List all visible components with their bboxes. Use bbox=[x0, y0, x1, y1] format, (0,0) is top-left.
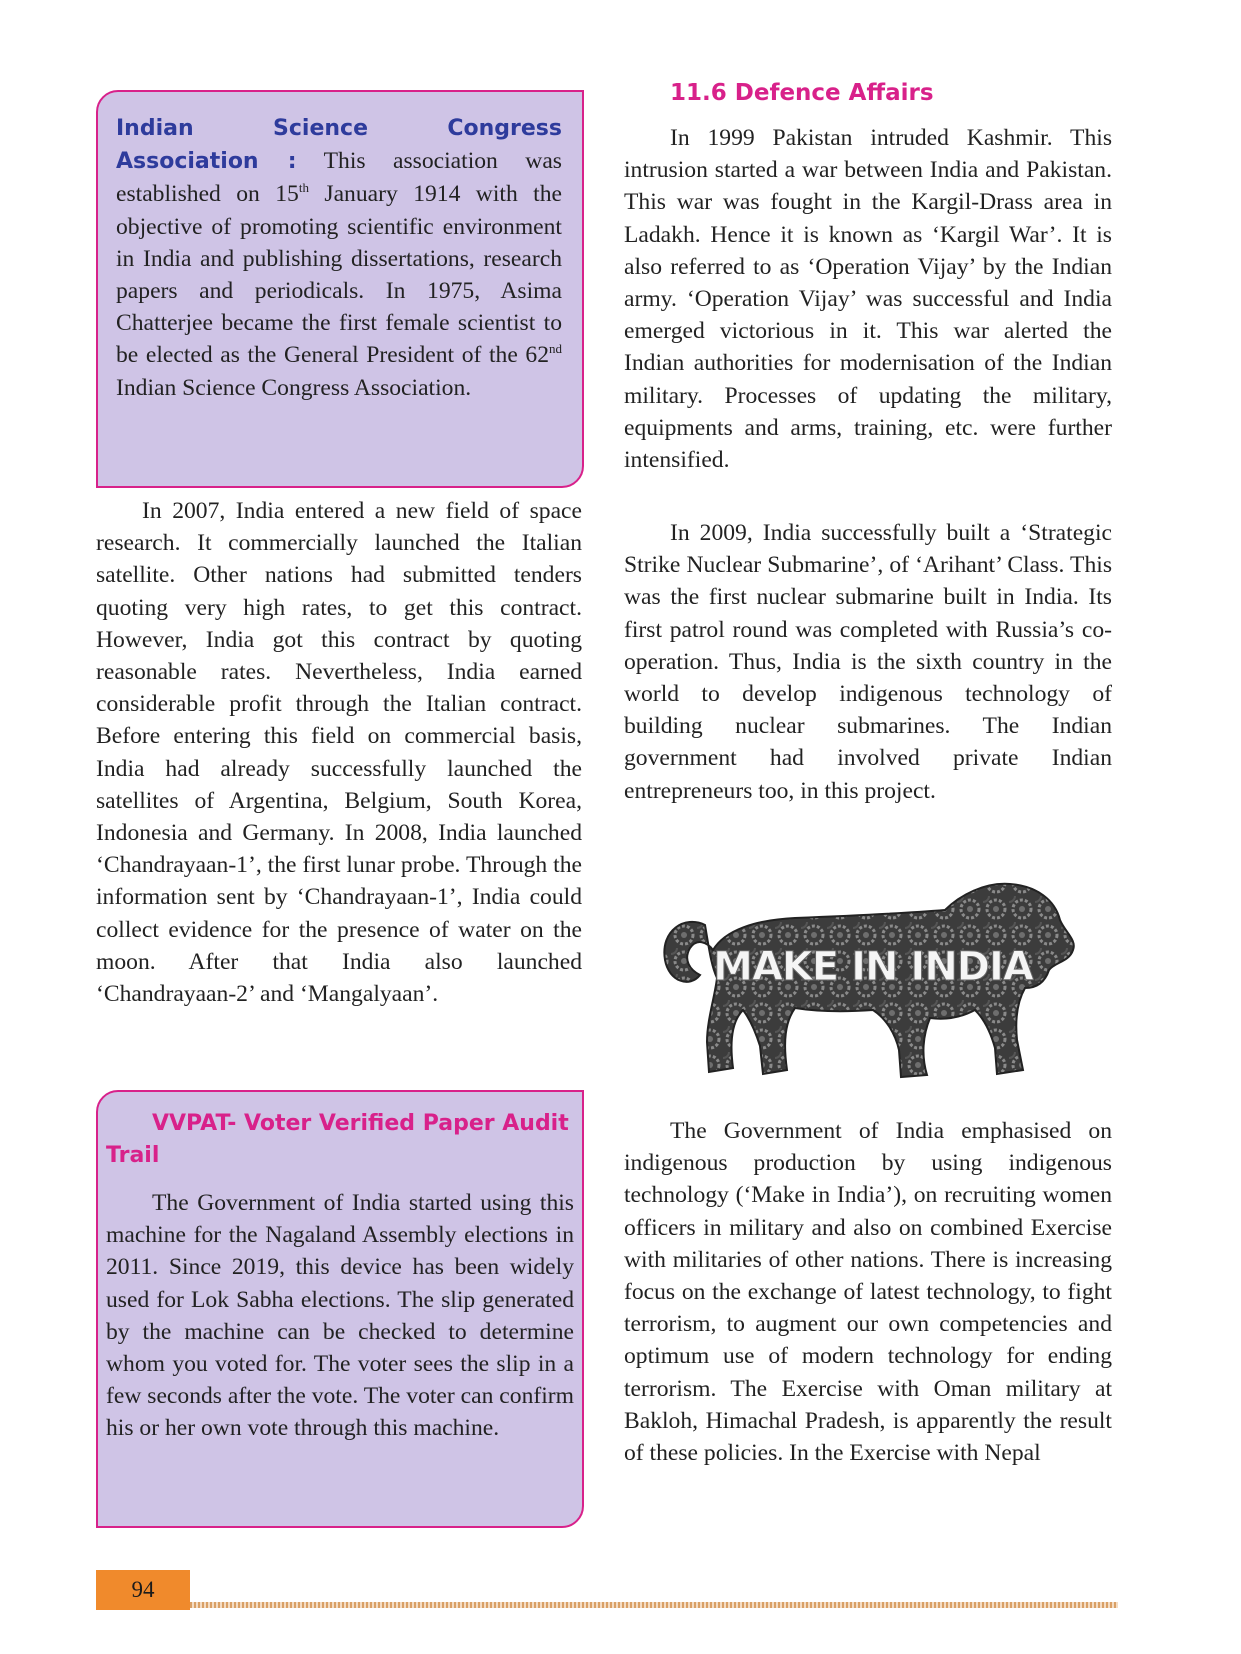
lion-svg bbox=[645, 870, 1090, 1090]
isca-box-text bbox=[116, 112, 562, 404]
submarine-section bbox=[624, 517, 1112, 807]
isca-text-c: Indian Science Congress Association. bbox=[116, 374, 472, 401]
isca-text-b: January 1914 with the objective of promoting scientific environment in India and publishing dissertations, research papers and periodicals. In 1975, Asima Chatterjee became the first female scientist to be elected as the General President of the 62 bbox=[116, 181, 562, 369]
page-number: 94 bbox=[96, 1570, 190, 1610]
space-research-section bbox=[96, 495, 582, 1010]
section-heading: 11.6 Defence Affairs bbox=[670, 80, 934, 106]
footer-rule bbox=[190, 1602, 1118, 1608]
isca-text-a: This association was established on 15 bbox=[116, 148, 562, 208]
make-in-india-paragraph: The Government of India emphasised on indigenous production by using indigenous technology (‘Make in India’), on recruiting women officers in military and also on combined Exercise with militaries of other nations. There is increasing focus on the exchange of latest technology, to fight terrorism, to augment our own competencies and optimum use of modern technology for ending terrorism. The Exercise with Oman military at Bakloh, Himachal Pradesh, is apparently the result of these policies. In the Exercise with Nepal bbox=[624, 1118, 1112, 1467]
isca-sup-th: th bbox=[298, 180, 309, 196]
vvpat-info-box bbox=[96, 1090, 584, 1528]
vvpat-box-text: The Government of India started using this machine for the Nagaland Assembly elections in 2011. Since 2019, this device has been widely used for Lok Sabha elections. The slip generated by the machine can be checked to determine whom you voted for. The voter sees the slip in a few seconds after the vote. The voter can confirm his or her own vote through this machine. bbox=[106, 1190, 574, 1442]
isca-box-heading: Indian Science Congress Association : bbox=[116, 116, 562, 175]
isca-info-box bbox=[96, 90, 584, 488]
space-research-paragraph: In 2007, India entered a new field of space research. It commercially launched the Italian satellite. Other nations had submitted tenders quoting very high rates, to get this contract. However, India got this contract by quoting reasonable rates. Nevertheless, India earned considerable profit through the Italian contract. Before entering this field on commercial basis, India had already successfully launched the satellites of Argentina, Belgium, South Korea, Indonesia and Germany. In 2008, India launched ‘Chandrayaan-1’, the first lunar probe. Through the information sent by ‘Chandrayaan-1’, India could collect evidence for the presence of water on the moon. After that India also launched ‘Chandrayaan-2’ and ‘Mangalyaan’. bbox=[96, 498, 582, 1008]
kargil-paragraph: In 1999 Pakistan intruded Kashmir. This intrusion started a war between India and Pakistan. This war was fought in the Kargil-Drass area in Ladakh. Hence it is known as ‘Kargil War’. It is also referred to as ‘Operation Vijay’ by the Indian army. ‘Operation Vijay’ was successful and India emerged victorious in it. This war alerted the Indian authorities for modernisation of the Indian military. Processes of updating the military, equipments and arms, training, etc. were further intensified. bbox=[624, 125, 1112, 474]
submarine-paragraph: In 2009, India successfully built a ‘Strategic Strike Nuclear Submarine’, of ‘Arihant’ Class. This was the first nuclear submarine built in India. Its first patrol round was completed with Russia’s co-operation. Thus, India is the sixth country in the world to develop indigenous technology of building nuclear submarines. The Indian government had involved private Indian entrepreneurs too, in this project. bbox=[624, 520, 1112, 804]
make-in-india-lion-icon bbox=[645, 870, 1090, 1090]
lion-logo-text: MAKE IN INDIA bbox=[713, 944, 1033, 990]
isca-sup-nd: nd bbox=[549, 341, 562, 357]
make-in-india-section bbox=[624, 1115, 1112, 1469]
kargil-section bbox=[624, 122, 1112, 476]
vvpat-box-title: VVPAT- Voter Verified Paper Audit Trail bbox=[106, 1111, 569, 1168]
